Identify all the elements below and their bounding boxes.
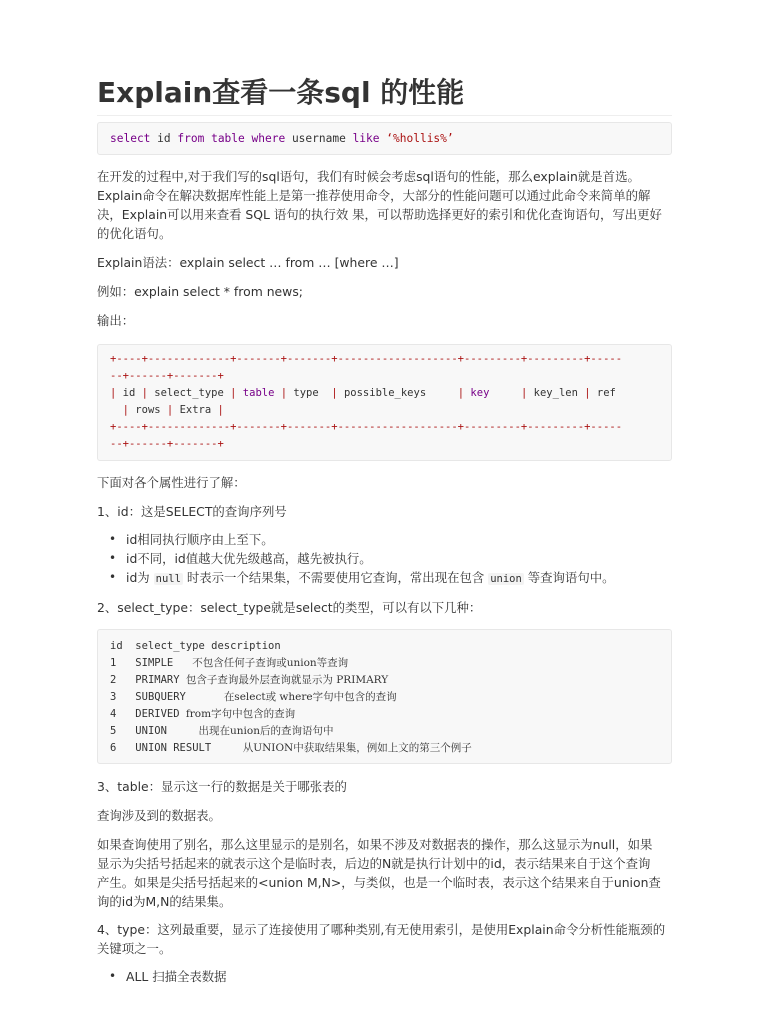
row-id: 2	[110, 674, 117, 686]
paragraph-line: 如果查询使用了别名，那么这里显示的是别名，如果不涉及对数据表的操作，那么这显示为null，如果	[97, 837, 653, 852]
row-description: from字句中包含的查询	[185, 708, 296, 720]
spacer	[116, 725, 135, 737]
paragraph-line: 询的id为M,N的结果集。	[97, 894, 232, 909]
spacer	[167, 725, 199, 737]
code-separator: |	[577, 387, 597, 399]
column-name: select_type	[154, 387, 224, 399]
column-name: Extra	[179, 404, 212, 416]
select-type-rows	[110, 655, 659, 757]
code-string: %	[393, 132, 400, 145]
paragraph: 查询涉及到的数据表。	[97, 808, 221, 823]
intro-line: 的优化语句。	[97, 226, 172, 241]
row-description: 不包含任何子查询或union等查询	[192, 657, 349, 669]
column-name: possible_keys	[343, 387, 427, 399]
section-4-heading-line: 关键项之一。	[97, 941, 172, 956]
select-type-row	[110, 672, 659, 689]
code-string: ‘	[379, 132, 393, 145]
attributes-intro: 下面对各个属性进行了解：	[97, 475, 246, 490]
row-type: SIMPLE	[135, 657, 174, 669]
select-type-table-block	[97, 629, 672, 764]
code-separator: |	[135, 387, 155, 399]
column-name: key	[470, 387, 490, 399]
code-keyword: select	[110, 132, 151, 145]
code-separator: |	[211, 404, 224, 416]
intro-line: 决，Explain可以用来查看 SQL 语句的执行效 果，可以帮助选择更好的索引和优化查询语句，写出更好	[97, 207, 662, 222]
list-item: • id不同，id值越大优先级越高，越先被执行。	[126, 549, 672, 568]
list-item-text: id为	[126, 570, 154, 585]
row-id: 6	[110, 742, 117, 754]
table-header-line	[110, 402, 659, 419]
spacer	[116, 674, 135, 686]
explain-output-block	[97, 344, 672, 461]
code-string: hollis	[399, 132, 441, 145]
row-description: 在select或 where字句中包含的查询	[223, 691, 397, 703]
syntax-line: Explain语法：explain select … from … [where …]	[97, 255, 399, 270]
section-4-heading-line: 4、type：这列最重要，显示了连接使用了哪种类别,有无使用索引，是使用Explain命令分析性能瓶颈的	[97, 922, 666, 937]
list-item	[126, 568, 672, 589]
column-name: key_len	[533, 387, 578, 399]
row-type: PRIMARY	[135, 674, 180, 686]
column-name: table	[242, 387, 275, 399]
code-separator: |	[274, 387, 294, 399]
sql-code-line	[110, 123, 659, 154]
section-3-heading: 3、table：显示这一行的数据是关于哪张表的	[97, 779, 347, 794]
select-type-row	[110, 706, 659, 723]
paragraph-line: 显示为尖括号括起来的就表示这个是临时表，后边的N就是执行计划中的id，表示结果来自于这个查询	[97, 856, 651, 871]
code-separator: |	[489, 387, 534, 399]
row-description: 包含子查询最外层查询就显示为 PRIMARY	[185, 674, 389, 686]
select-type-header: id select_type description	[110, 640, 281, 652]
code-separator: |	[318, 387, 344, 399]
page-title: Explain查看一条sql 的性能	[97, 73, 672, 116]
code-keyword: table	[211, 132, 245, 145]
row-type: SUBQUERY	[135, 691, 186, 703]
spacer	[211, 742, 243, 754]
code-text: id	[150, 132, 178, 145]
table-border-line: --+------+-------+	[110, 370, 224, 382]
intro-line: Explain命令在解决数据库性能上是第一推荐使用命令，大部分的性能问题可以通过此命令来简单的解	[97, 188, 651, 203]
code-separator: |	[426, 387, 471, 399]
spacer	[116, 708, 135, 720]
select-type-row	[110, 689, 659, 706]
list-item: • id相同执行顺序由上至下。	[126, 530, 672, 549]
code-separator: |	[110, 404, 136, 416]
sql-code-block	[97, 122, 672, 155]
row-description: 从UNION中获取结果集，例如上文的第三个例子	[242, 742, 472, 754]
row-id: 5	[110, 725, 117, 737]
example-line: 例如：explain select * from news;	[97, 284, 303, 299]
row-id: 3	[110, 691, 117, 703]
code-keyword: like	[352, 132, 380, 145]
list-item: • ALL 扫描全表数据	[126, 967, 672, 986]
spacer	[173, 657, 192, 669]
code-keyword: where	[251, 132, 286, 145]
output-label: 输出：	[97, 313, 135, 328]
column-name: type	[293, 387, 319, 399]
table-border-line: +----+-------------+-------+-------+-------------------+---------+---------+-----	[110, 353, 623, 365]
section-1-heading: 1、id：这是SELECT的查询序列号	[97, 504, 287, 519]
inline-code: null	[155, 573, 181, 585]
spacer	[186, 691, 224, 703]
row-id: 4	[110, 708, 117, 720]
inline-code: union	[490, 573, 522, 585]
paragraph-line: 产生。如果是尖括号括起来的<union M,N>，与类似，也是一个临时表，表示这个结果来自于union查	[97, 875, 661, 890]
section-2-heading: 2、select_type：select_type就是select的类型，可以有以下几种：	[97, 600, 482, 615]
row-id: 1	[110, 657, 117, 669]
table-header-line	[110, 385, 659, 402]
spacer	[116, 742, 135, 754]
row-type: UNION RESULT	[135, 742, 212, 754]
code-string: ’	[446, 132, 454, 145]
code-separator: |	[223, 387, 243, 399]
row-description: 出现在union后的查询语句中	[198, 725, 334, 737]
spacer	[116, 657, 135, 669]
code-string: %	[440, 132, 447, 145]
select-type-row	[110, 723, 659, 740]
select-type-row	[110, 655, 659, 672]
column-name: id	[122, 387, 136, 399]
column-name: ref	[596, 387, 616, 399]
code-keyword: from	[177, 132, 205, 145]
spacer	[116, 691, 135, 703]
table-border-line: +----+-------------+-------+-------+-------------------+---------+---------+-----	[110, 421, 623, 433]
select-type-row	[110, 740, 659, 757]
intro-line: 在开发的过程中,对于我们写的sql语句，我们有时候会考虑sql语句的性能，那么explain就是首选。	[97, 169, 640, 184]
code-text: username	[285, 132, 353, 145]
row-type: UNION	[135, 725, 167, 737]
list-item-text: 时表示一个结果集，不需要使用它查询，常出现在包含	[182, 570, 489, 585]
row-type: DERIVED	[135, 708, 180, 720]
code-separator: |	[110, 387, 123, 399]
list-item-text: 等查询语句中。	[523, 570, 615, 585]
table-border-line: --+------+-------+	[110, 438, 224, 450]
column-name: rows	[135, 404, 161, 416]
code-separator: |	[160, 404, 180, 416]
